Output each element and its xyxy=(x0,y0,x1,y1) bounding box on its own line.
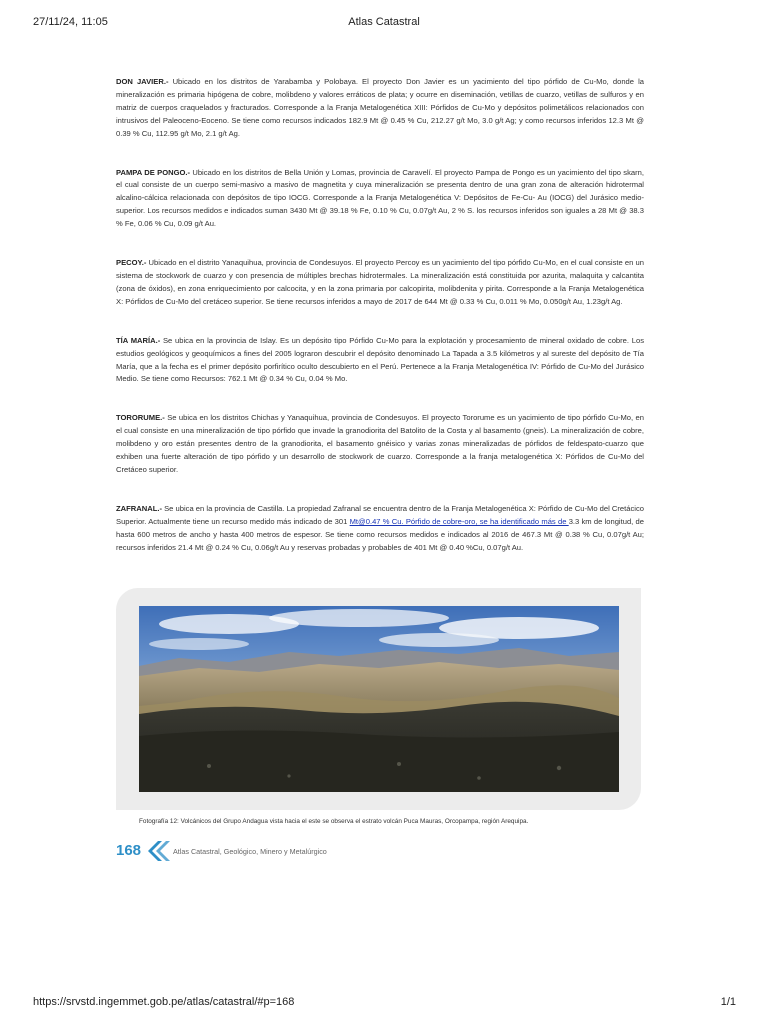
paragraph-pecoy xyxy=(116,257,644,309)
paragraph-text: Ubicado en los distritos de Bella Unión y Lomas, provincia de Caravelí. El proyecto Pampa de Pongo es un yacimiento del tipo skarn, el cual consiste de un cuerpo semi-masivo a masivo de magnetita y cuya mineralización se presenta dentro de una gran zona de alteración hidrotermal alcalino-cálcica relacionada con depósitos de tipo IOCG. Corresponde a la Franja Metalogenética V: Depósitos de Fe-Cu- Au (IOCG) del Jurásico medio-superior. Los recursos medidos e indicados suman 3430 Mt @ 39.18 % Fe, 0.10 % Cu, 0.07g/t Au, 2 % S. los recursos inferidos son iguales a 28 Mt @ 38.3 % Fe, 0.06 % Cu, 0.09 g/t Au. xyxy=(116,167,644,229)
paragraph-heading: TÍA MARÍA.- xyxy=(116,335,161,345)
page-footer xyxy=(116,840,516,864)
page-number: 168 xyxy=(116,842,142,859)
paragraph-text: Se ubica en los distritos Chichas y Yanaquihua, provincia de Condesuyos. El proyecto Tororume es un yacimiento de tipo pórfido Cu-Mo, en el cual consiste en una mineralización de tipo pórfido que invade la granodiorita del Batolito de la Costa y al basamento (gneis). La mineralización de cobre, molibdeno y oro están presentes dentro de la granodiorita, el basamento gnéisico y varias zonas mineralizadas de pórfidos de feldespato-cuarzo que exhiben una fuerte alteración de tipo pórfido y un desarrollo de stockwork de cuarzo. Corresponde a la franja metalogenética X: Pórfidos de Cu-Mo del Cretáceo superior. xyxy=(116,413,644,474)
browser-footer xyxy=(0,994,768,1010)
double-chevron-left-icon xyxy=(146,840,170,862)
print-datetime: 27/11/24, 11:05 xyxy=(33,16,108,28)
print-url: https://srvstd.ingemmet.gob.pe/atlas/catastral/#p=168 xyxy=(33,996,295,1008)
browser-header xyxy=(0,14,768,30)
landscape-photo xyxy=(139,606,619,792)
document-body xyxy=(116,76,644,580)
paragraph-text: Ubicado en los distritos de Yarabamba y Polobaya. El proyecto Don Javier es un yacimiento del tipo pórfido de Cu-Mo, donde la mineralización es primaria hipógena de cobre, molibdeno y valores erráticos de plata; y ocurre en diseminación, vetillas de cuarzo, vetillas de sulfuros y en matriz de cuerpos craquelados y fracturados. Corresponde a la Franja Metalogenética XIII: Pórfidos de Cu-Mo y depósitos polimetálicos relacionados con intrusivos del Paleoceno-Eoceno. Se tiene como recursos indicados 182.9 Mt @ 0.45 % Cu, 212.27 g/t Mo, 3.0 g/t Ag; y como recursos inferidos 12.3 Mt @ 0.39 % Cu, 112.95 g/t Mo, 2.1 g/t Ag. xyxy=(116,77,644,138)
paragraph-heading: DON JAVIER.- xyxy=(116,77,169,86)
paragraph-heading: ZAFRANAL.- xyxy=(116,503,162,513)
print-page-count: 1/1 xyxy=(720,996,736,1008)
paragraph-text: 3.3 km de longitud, de hasta 600 metros de ancho y hasta 400 metros de espesor. Se tiene como recursos medidos e indicados al 2016 de 467.3 Mt @ 0.38 % Cu, 0.07g/t Au; recursos inferidos 21.4 Mt @ 0.24 % Cu, 0.06g/t Au y reservas probadas y probables de 401 Mt @ 0.40 %Cu, 0.07g/t Au. xyxy=(116,516,644,552)
photo-caption: Fotografía 12: Volcánicos del Grupo Andagua vista hacia el este se observa el estrato volcán Puca Mauras, Orcopampa, región Arequipa. xyxy=(139,818,529,825)
atlas-label: Atlas Catastral, Geológico, Minero y Metalúrgico xyxy=(173,847,327,856)
zafranal-link[interactable]: Mt@0.47 % Cu. Pórfido de cobre-oro, se ha identificado más de xyxy=(349,516,569,526)
paragraph-don-javier xyxy=(116,76,644,141)
paragraph-heading: PECOY.- xyxy=(116,258,147,268)
paragraph-text: Se ubica en la provincia de Islay. Es un depósito tipo Pórfido Cu-Mo para la explotación y procesamiento de mineral oxidado de cobre. Los estudios geológicos y geoquímicos a fines del 2005 lograron descubrir el depósito denominado La Tapada a 3.5 kilómetros y al sureste del depósito de Tía María, que a la fecha es el primer depósito porfirítico oculto descubierto en el Perú. Pertenece a la Franja Metalogenética IV: Pórfido de Cu-Mo del Jurásico Medio. Se tiene como Recursos: 762.1 Mt @ 0.34 % Cu, 0.04 % Mo. xyxy=(116,335,644,384)
paragraph-heading: PAMPA DE PONGO.- xyxy=(116,167,191,177)
paragraph-tororume xyxy=(116,412,644,477)
paragraph-heading: TORORUME.- xyxy=(116,413,165,423)
paragraph-text: Ubicado en el distrito Yanaquihua, provincia de Condesuyos. El proyecto Percoy es un yacimiento del tipo pórfido Cu-Mo, en el cual consiste en un sistema de stockwork de cuarzo y con presencia de múltiples brechas hidrotermales. La mineralización está constituida por azurita, malaquita y calcantita (zona de óxidos), en zona enriquecimiento por calcocita, y en la zona primaria por calcopirita, molibdenita y pirita. Corresponde a la Franja Metalogenética X: Pórfidos de Cu-Mo del cretáceo superior. Se tiene recursos inferidos a mayo de 2017 de 644 Mt @ 0.33 % Cu, 0.011 % Mo, 0.050g/t Au, 1.23g/t Ag. xyxy=(116,258,644,306)
print-page-title: Atlas Catastral xyxy=(348,16,420,28)
paragraph-text: Se ubica en la provincia de Castilla. La propiedad Zafranal se encuentra dentro de la Franja Metalogenética X: Pórfido de Cu-Mo del Cretácico Superior. Actualmente tiene un recurso medido más indicado de 301 xyxy=(116,503,644,526)
paragraph-zafranal xyxy=(116,503,644,555)
paragraph-tia-maria xyxy=(116,335,644,387)
paragraph-pampa-de-pongo xyxy=(116,167,644,232)
landscape-photo-illustration xyxy=(139,606,619,792)
